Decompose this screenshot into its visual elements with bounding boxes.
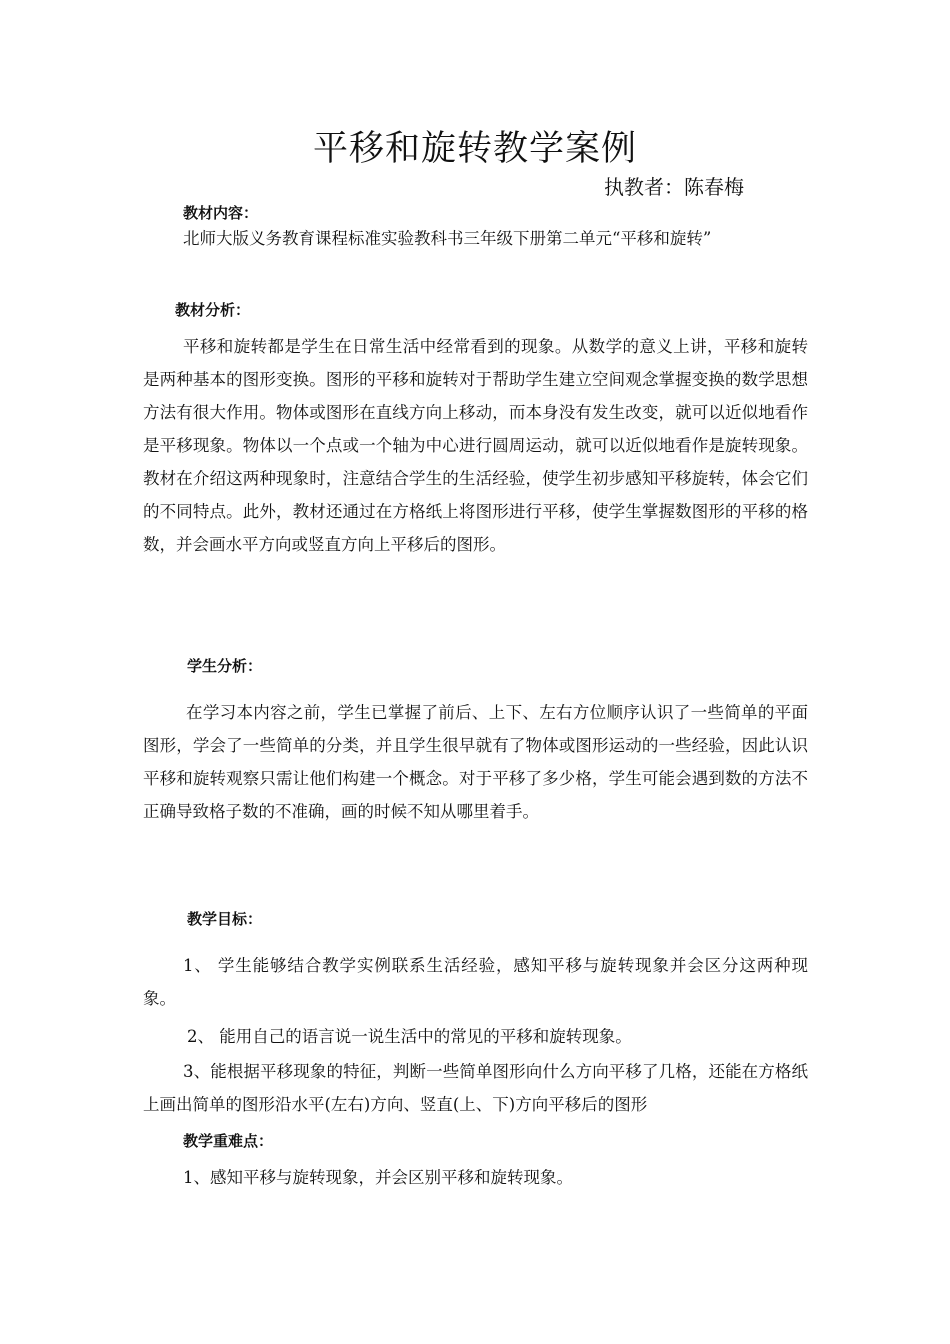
material-analysis-text: 平移和旋转都是学生在日常生活中经常看到的现象。从数学的意义上讲，平移和旋转是两种基本的图形变换。图形的平移和旋转对于帮助学生建立空间观念掌握变换的数学思想方法有很大作用。物体或图形在直线方向上移动，而本身没有发生改变，就可以近似地看作是平移现象。物体以一个点或一个轴为中心进行圆周运动，就可以近似地看作是旋转现象。教材在介绍这两种现象时，注意结合学生的生活经验，使学生初步感知平移旋转，体会它们的不同特点。此外，教材还通过在方格纸上将图形进行平移，使学生掌握数图形的平移的格数，并会画水平方向或竖直方向上平移后的图形。	[143, 337, 808, 554]
key-point-item: 1、感知平移与旋转现象，并会区别平移和旋转现象。	[183, 1168, 573, 1187]
teaching-goal-item: 2、 能用自己的语言说一说生活中的常见的平移和旋转现象。	[187, 1027, 632, 1046]
material-content-text: 北师大版义务教育课程标准实验教科书三年级下册第二单元“平移和旋转”	[183, 229, 712, 248]
material-analysis-heading: 教材分析：	[175, 301, 251, 319]
document-title: 平移和旋转教学案例	[312, 129, 637, 169]
student-analysis-text: 在学习本内容之前，学生已掌握了前后、上下、左右方位顺序认识了一些简单的平面图形，学会了一些简单的分类，并且学生很早就有了物体或图形运动的一些经验，因此认识平移和旋转观察只需让他们构建一个概念。对于平移了多少格，学生可能会遇到数的方法不正确导致格子数的不准确，画的时候不知从哪里着手。	[143, 703, 808, 821]
material-content-heading: 教材内容：	[183, 204, 259, 222]
teaching-goal-item: 3、能根据平移现象的特征，判断一些简单图形向什么方向平移了几格，还能在方格纸上画出简单的图形沿水平(左右)方向、竖直(上、下)方向平移后的图形	[143, 1062, 808, 1114]
key-points-heading: 教学重难点：	[183, 1132, 274, 1150]
teaching-goals-heading: 教学目标：	[187, 910, 263, 928]
teaching-goal-item: 1、 学生能够结合教学实例联系生活经验，感知平移与旋转现象并会区分这两种现象。	[143, 956, 808, 1008]
student-analysis-heading: 学生分析：	[187, 657, 263, 675]
author-line: 执教者：陈春梅	[604, 175, 744, 199]
